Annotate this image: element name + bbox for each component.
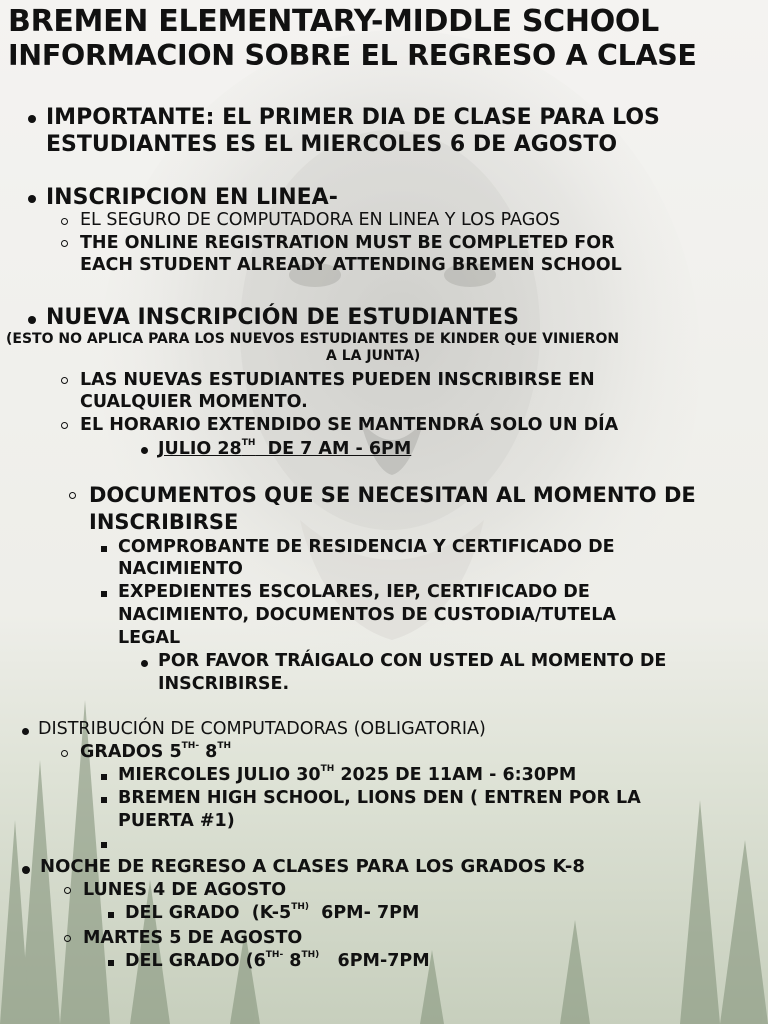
bullet-square xyxy=(101,774,107,780)
bullet-disc xyxy=(28,115,36,123)
bullet-circle xyxy=(61,240,68,247)
bullet-square xyxy=(108,912,114,918)
new-students-heading: NUEVA INSCRIPCIÓN DE ESTUDIANTES xyxy=(46,305,519,330)
new-students-item-1-line-2: CUALQUIER MOMENTO. xyxy=(80,392,308,412)
school-title: BREMEN ELEMENTARY-MIDDLE SCHOOL xyxy=(8,4,659,39)
back-to-school-heading: NOCHE DE REGRESO A CLASES PARA LOS GRADOS K-8 xyxy=(40,856,585,877)
important-line-1: IMPORTANTE: EL PRIMER DIA DE CLASE PARA LOS xyxy=(46,105,660,130)
bullet-circle xyxy=(61,422,68,429)
documents-heading-line-2: INSCRIBIRSE xyxy=(89,510,239,534)
computers-place-line-2: PUERTA #1) xyxy=(118,811,235,831)
bullet-circle xyxy=(64,935,71,942)
documents-item-2-line-3: LEGAL xyxy=(118,628,181,648)
online-item-2-line-2: EACH STUDENT ALREADY ATTENDING BREMEN SCHOOL xyxy=(80,255,622,275)
online-item-1: EL SEGURO DE COMPUTADORA EN LINEA Y LOS PAGOS xyxy=(80,210,561,230)
documents-item-1-line-2: NACIMIENTO xyxy=(118,559,243,579)
bullet-square xyxy=(108,960,114,966)
back-to-school-day-2-grades: DEL GRADO ($6^{TH-}$ $8^{TH)}$ 6PM-7PM xyxy=(125,950,430,971)
bullet-square xyxy=(101,546,107,552)
bullet-disc xyxy=(22,866,30,874)
computers-heading: DISTRIBUCIÓN DE COMPUTADORAS (OBLIGATORIA) xyxy=(38,719,486,739)
extended-hours-date: JULIO 28TH DE 7 AM - 6PM xyxy=(158,438,412,459)
documents-heading-line-1: DOCUMENTOS QUE SE NECESITAN AL MOMENTO DE xyxy=(89,483,696,507)
computers-date: MIERCOLES JULIO 30TH 2025 DE 11AM - 6:30PM xyxy=(118,764,577,785)
documents-item-2-line-1: EXPEDIENTES ESCOLARES, IEP, CERTIFICADO DE xyxy=(118,582,590,602)
documents-item-2-line-2: NACIMIENTO, DOCUMENTOS DE CUSTODIA/TUTELA xyxy=(118,605,616,625)
bullet-disc xyxy=(22,728,29,735)
new-students-item-2: EL HORARIO EXTENDIDO SE MANTENDRÁ SOLO UN DÍA xyxy=(80,415,619,435)
bullet-circle xyxy=(64,887,71,894)
bullet-circle xyxy=(61,218,68,225)
bullet-circle xyxy=(69,492,76,499)
bullet-disc xyxy=(28,195,36,203)
page-subtitle: INFORMACION SOBRE EL REGRESO A CLASE xyxy=(8,39,697,72)
bullet-circle xyxy=(61,750,68,757)
documents-item-1-line-1: COMPROBANTE DE RESIDENCIA Y CERTIFICADO DE xyxy=(118,537,615,557)
bullet-disc xyxy=(141,447,148,454)
important-line-2: ESTUDIANTES ES EL MIERCOLES 6 DE AGOSTO xyxy=(46,132,618,157)
documents-note-line-1: POR FAVOR TRÁIGALO CON USTED AL MOMENTO DE xyxy=(158,651,667,671)
new-students-note-line-1: (ESTO NO APLICA PARA LOS NUEVOS ESTUDIANTES DE KINDER QUE VINIERON xyxy=(6,331,620,347)
bullet-square xyxy=(101,797,107,803)
computers-place-line-1: BREMEN HIGH SCHOOL, LIONS DEN ( ENTREN POR LA xyxy=(118,788,641,808)
computers-grades: GRADOS $5^{TH-}$ 8TH xyxy=(80,741,232,762)
bullet-disc xyxy=(28,316,36,324)
back-to-school-day-1-grades: DEL GRADO ($K-5^{TH)}$ 6PM- 7PM xyxy=(125,902,420,923)
online-item-2-line-1: THE ONLINE REGISTRATION MUST BE COMPLETED FOR xyxy=(80,233,615,253)
bullet-square xyxy=(101,591,107,597)
bullet-square xyxy=(101,842,107,848)
new-students-note-line-2: A LA JUNTA) xyxy=(326,348,421,364)
bullet-circle xyxy=(61,377,68,384)
documents-note-line-2: INSCRIBIRSE. xyxy=(158,674,290,694)
new-students-item-1-line-1: LAS NUEVAS ESTUDIANTES PUEDEN INSCRIBIRSE EN xyxy=(80,370,595,390)
back-to-school-day-1: LUNES 4 DE AGOSTO xyxy=(83,880,287,900)
bullet-disc xyxy=(141,660,148,667)
back-to-school-day-2: MARTES 5 DE AGOSTO xyxy=(83,928,303,948)
online-heading: INSCRIPCION EN LINEA- xyxy=(46,185,338,210)
